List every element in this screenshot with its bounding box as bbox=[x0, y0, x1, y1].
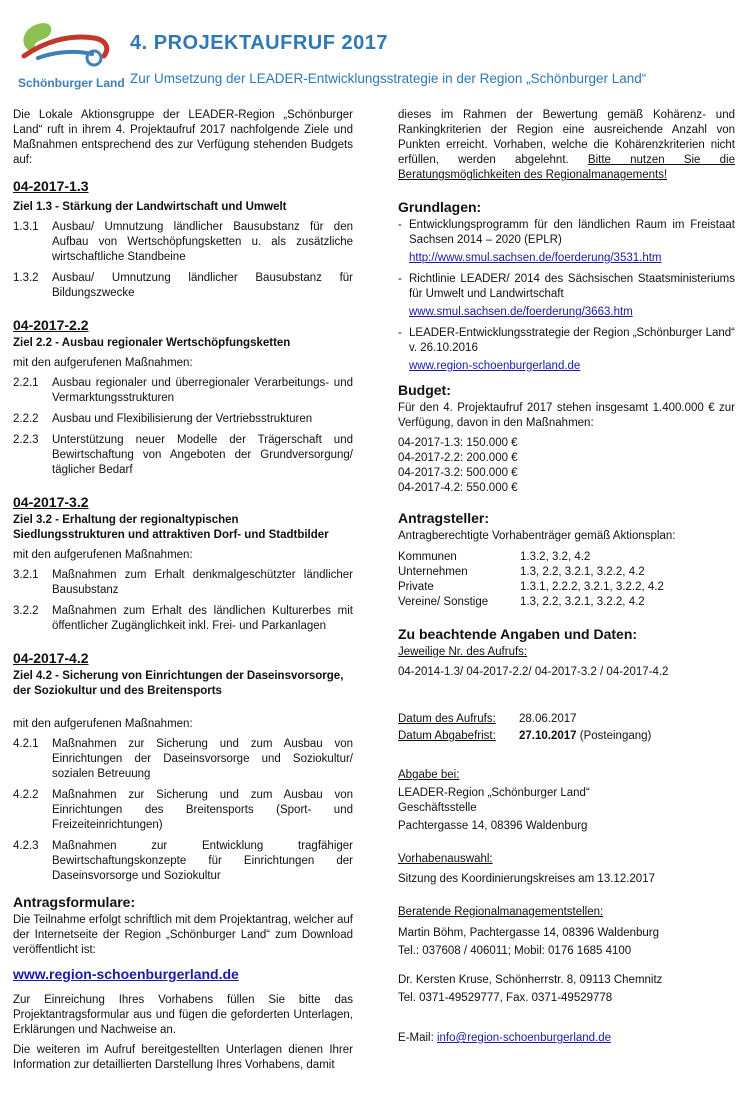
grundlagen-section bbox=[398, 199, 735, 374]
section-code: 04-2017-3.2 bbox=[13, 494, 89, 510]
list-item bbox=[13, 412, 353, 427]
frist-value: 27.10.2017 bbox=[519, 730, 577, 742]
right-column bbox=[398, 108, 735, 1046]
abgabe-line: LEADER-Region „Schönburger Land“ bbox=[398, 787, 590, 799]
list-item bbox=[13, 271, 353, 301]
logo-graphic bbox=[14, 12, 114, 74]
item-number: 2.2.3 bbox=[13, 434, 39, 446]
item-text: Maßnahmen zum Erhalt des ländlichen Kulturerbes mit öffentlicher Zugänglichkeit inkl. Frei- und Parkanlagen bbox=[52, 605, 353, 632]
table-row bbox=[398, 595, 735, 610]
budget-line: 04-2017-2.2: 200.000 € bbox=[398, 452, 518, 464]
antragsformulare-heading: Antragsformulare: bbox=[13, 894, 136, 910]
abgabe-line: Pachtergasse 14, 08396 Waldenburg bbox=[398, 820, 588, 832]
auswahl-value: Sitzung des Koordinierungskreises am 13.12.2017 bbox=[398, 873, 655, 885]
datum-value: 28.06.2017 bbox=[519, 713, 577, 725]
section-code: 04-2017-1.3 bbox=[13, 178, 89, 194]
abgabe-line: Geschäftsstelle bbox=[398, 802, 477, 814]
item-text: Ausbau regionaler und überregionaler Verarbeitungs- und Vermarktungsstrukturen bbox=[52, 377, 353, 404]
row-label: Private bbox=[398, 581, 434, 593]
list-item bbox=[13, 433, 353, 478]
beratung-hint: Bitte nutzen Sie die Beratungsmöglichkeiten des Regionalmanagements! bbox=[398, 154, 735, 181]
budget-line: 04-2017-3.2: 500.000 € bbox=[398, 467, 518, 479]
item-number: 4.2.3 bbox=[13, 840, 39, 852]
frist-row bbox=[398, 729, 735, 744]
contact-line: Martin Böhm, Pachtergasse 14, 08396 Waldenburg bbox=[398, 927, 660, 939]
antragsteller-intro: Antragberechtigte Vorhabenträger gemäß Aktionsplan: bbox=[398, 530, 676, 542]
section-code: 04-2017-2.2 bbox=[13, 317, 89, 333]
bullet-dash: - bbox=[398, 219, 402, 231]
budget-line: 04-2017-4.2: 550.000 € bbox=[398, 482, 518, 494]
item-number: 2.2.2 bbox=[13, 413, 39, 425]
section-ziel: Ziel 2.2 - Ausbau regionaler Wertschöpfungsketten bbox=[13, 337, 291, 349]
list-item bbox=[13, 376, 353, 406]
item-text: LEADER-Entwicklungsstrategie der Region „Schönburger Land“ v. 26.10.2016 bbox=[409, 327, 736, 354]
item-text: Maßnahmen zur Sicherung und zum Ausbau von Einrichtungen der Daseinsvorsorge und Soziokultur/ sozialen Betreuung bbox=[52, 738, 353, 780]
table-row bbox=[398, 580, 735, 595]
section-code: 04-2017-4.2 bbox=[13, 650, 89, 666]
antragsformulare-section bbox=[13, 894, 353, 1073]
section-1-3 bbox=[13, 178, 353, 301]
mit-text: mit den aufgerufenen Maßnahmen: bbox=[13, 718, 193, 730]
antragsteller-heading: Antragsteller: bbox=[398, 510, 490, 526]
item-text: Maßnahmen zur Entwicklung tragfähiger Bewirtschaftungskonzepte für Einrichtungen der Daseinsvorsorge und Soziokultur bbox=[52, 840, 353, 882]
list-item bbox=[13, 737, 353, 782]
email-row bbox=[398, 1031, 735, 1046]
item-number: 1.3.1 bbox=[13, 221, 39, 233]
budget-section bbox=[398, 382, 735, 496]
list-item bbox=[13, 568, 353, 598]
item-number: 1.3.2 bbox=[13, 272, 39, 284]
row-value: 1.3.2, 3.2, 4.2 bbox=[520, 551, 591, 563]
logo-text: Schönburger Land bbox=[18, 76, 125, 90]
bullet-dash: - bbox=[398, 327, 402, 339]
row-label: Kommunen bbox=[398, 551, 457, 563]
contact-line: Tel. 0371-49529777, Fax. 0371-49529778 bbox=[398, 992, 613, 1004]
item-number: 3.2.1 bbox=[13, 569, 39, 581]
row-value: 1.3, 2.2, 3.2.1, 3.2.2, 4.2 bbox=[520, 566, 645, 578]
item-text: Ausbau/ Umnutzung ländlicher Bausubstanz für den Aufbau von Wertschöpfungsketten u. als zusätzliche wirtschaftliche Standbeine bbox=[52, 221, 353, 263]
region-website-link[interactable]: www.region-schoenburgerland.de bbox=[13, 966, 239, 982]
section-4-2 bbox=[13, 650, 353, 884]
abgabe-label: Abgabe bei: bbox=[398, 769, 460, 781]
header bbox=[0, 0, 750, 100]
item-text: Maßnahmen zum Erhalt denkmalgeschützter ländlicher Bausubstanz bbox=[52, 569, 353, 596]
budget-text: Für den 4. Projektaufruf 2017 stehen insgesamt 1.400.000 € zur Verfügung, davon in den Maßnahmen: bbox=[398, 402, 735, 429]
item-text: Ausbau und Flexibilisierung der Vertriebsstrukturen bbox=[52, 413, 313, 425]
section-ziel: Ziel 3.2 - Erhaltung der regionaltypischen Siedlungsstrukturen und attraktiven Dorf- und Stadtbilder bbox=[13, 514, 329, 541]
table-row bbox=[398, 550, 735, 565]
antragsteller-section bbox=[398, 510, 735, 610]
continuation-text bbox=[398, 108, 735, 183]
antragsformulare-text: Die Teilnahme erfolgt schriftlich mit dem Projektantrag, welcher auf der Internetseite der Region „Schönburger Land“ zum Download veröffentlicht ist: bbox=[13, 914, 353, 956]
list-item bbox=[13, 604, 353, 634]
email-label: E-Mail: bbox=[398, 1032, 434, 1044]
frist-label: Datum Abgabefrist: bbox=[398, 730, 496, 742]
email-link[interactable]: info@region-schoenburgerland.de bbox=[436, 1032, 612, 1044]
richtlinie-link[interactable]: www.smul.sachsen.de/foerderung/3663.htm bbox=[409, 306, 633, 318]
antragsformulare-text-3: Die weiteren im Aufruf bereitgestellten Unterlagen dienen Ihrer Information zur detaillierten Darstellung Ihres Vorhabens, damit bbox=[13, 1044, 353, 1071]
item-text: Maßnahmen zur Sicherung und zum Ausbau von Einrichtungen des Breitensports (Sport- und Freizeiteinrichtungen) bbox=[52, 789, 353, 831]
list-item bbox=[13, 788, 353, 833]
left-column bbox=[13, 108, 353, 1073]
table-row bbox=[398, 565, 735, 580]
mit-text: mit den aufgerufenen Maßnahmen: bbox=[13, 357, 193, 369]
item-text: Unterstützung neuer Modelle der Trägerschaft und Bewirtschaftung von Angeboten der Grundversorgung/ täglicher Bedarf bbox=[52, 434, 353, 476]
datum-row bbox=[398, 712, 735, 727]
section-ziel: Ziel 1.3 - Stärkung der Landwirtschaft und Umwelt bbox=[13, 201, 287, 213]
page-title: 4. PROJEKTAUFRUF 2017 bbox=[130, 32, 388, 54]
budget-line: 04-2017-1.3: 150.000 € bbox=[398, 437, 518, 449]
strategie-link[interactable]: www.region-schoenburgerland.de bbox=[409, 360, 581, 372]
contact-line: Dr. Kersten Kruse, Schönherrstr. 8, 09113 Chemnitz bbox=[398, 974, 663, 986]
angaben-heading: Zu beachtende Angaben und Daten: bbox=[398, 626, 638, 642]
antragsformulare-text-2: Zur Einreichung Ihres Vorhabens füllen Sie bitte das Projektantragsformular aus und fügen die geforderten Unterlagen, Erklärungen und Nachweise an. bbox=[13, 994, 353, 1036]
page-subtitle: Zur Umsetzung der LEADER-Entwicklungsstrategie in der Region „Schönburger Land“ bbox=[130, 71, 647, 86]
list-item bbox=[13, 220, 353, 265]
angaben-section bbox=[398, 626, 735, 1046]
row-label: Unternehmen bbox=[398, 566, 468, 578]
item-number: 4.2.2 bbox=[13, 789, 39, 801]
list-item bbox=[398, 272, 735, 302]
section-3-2 bbox=[13, 494, 353, 634]
nr-label: Jeweilige Nr. des Aufrufs: bbox=[398, 646, 528, 658]
item-number: 3.2.2 bbox=[13, 605, 39, 617]
row-value: 1.3.1, 2.2.2, 3.2.1, 3.2.2, 4.2 bbox=[520, 581, 664, 593]
grundlagen-heading: Grundlagen: bbox=[398, 199, 482, 215]
auswahl-label: Vorhabenauswahl: bbox=[398, 853, 493, 865]
row-label: Vereine/ Sonstige bbox=[398, 596, 489, 608]
continuation-body: dieses im Rahmen der Bewertung gemäß Kohärenz- und Rankingkriterien der Region eine ausreichende Anzahl von Punkten erreicht. Vorhaben, welche die Kohärenzkriterien nicht erfüllen, werden abgelehnt. bbox=[398, 109, 735, 166]
list-item bbox=[13, 839, 353, 884]
list-item bbox=[398, 326, 735, 356]
logo bbox=[14, 12, 125, 96]
bullet-dash: - bbox=[398, 273, 402, 285]
eplr-link[interactable]: http://www.smul.sachsen.de/foerderung/3531.htm bbox=[409, 252, 662, 264]
beratung-label: Beratende Regionalmanagementstellen: bbox=[398, 906, 604, 918]
datum-label: Datum des Aufrufs: bbox=[398, 713, 496, 725]
item-text: Richtlinie LEADER/ 2014 des Sächsischen Staatsministeriums für Umwelt und Landwirtschaft bbox=[409, 273, 735, 300]
mit-text: mit den aufgerufenen Maßnahmen: bbox=[13, 549, 193, 561]
frist-note: (Posteingang) bbox=[579, 730, 652, 742]
intro-text: Die Lokale Aktionsgruppe der LEADER-Region „Schönburger Land“ ruft in ihrem 4. Projektaufruf 2017 nachfolgende Ziele und Maßnahmen entsprechend des zur Verfügung stehenden Budgets auf: bbox=[13, 109, 353, 166]
list-item bbox=[398, 218, 735, 248]
row-value: 1.3, 2.2, 3.2.1, 3.2.2, 4.2 bbox=[520, 596, 645, 608]
item-text: Entwicklungsprogramm für den ländlichen Raum im Freistaat Sachsen 2014 – 2020 (EPLR) bbox=[409, 219, 735, 246]
contact-line: Tel.: 037608 / 406011; Mobil: 0176 1685 4100 bbox=[398, 945, 632, 957]
budget-heading: Budget: bbox=[398, 382, 451, 398]
section-ziel: Ziel 4.2 - Sicherung von Einrichtungen der Daseinsvorsorge, der Soziokultur und des Breitensports bbox=[13, 670, 344, 697]
item-number: 4.2.1 bbox=[13, 738, 39, 750]
item-number: 2.2.1 bbox=[13, 377, 39, 389]
section-2-2 bbox=[13, 317, 353, 478]
item-text: Ausbau/ Umnutzung ländlicher Bausubstanz für Bildungszwecke bbox=[52, 272, 353, 299]
nr-value: 04-2014-1.3/ 04-2017-2.2/ 04-2017-3.2 / 04-2017-4.2 bbox=[398, 666, 669, 678]
